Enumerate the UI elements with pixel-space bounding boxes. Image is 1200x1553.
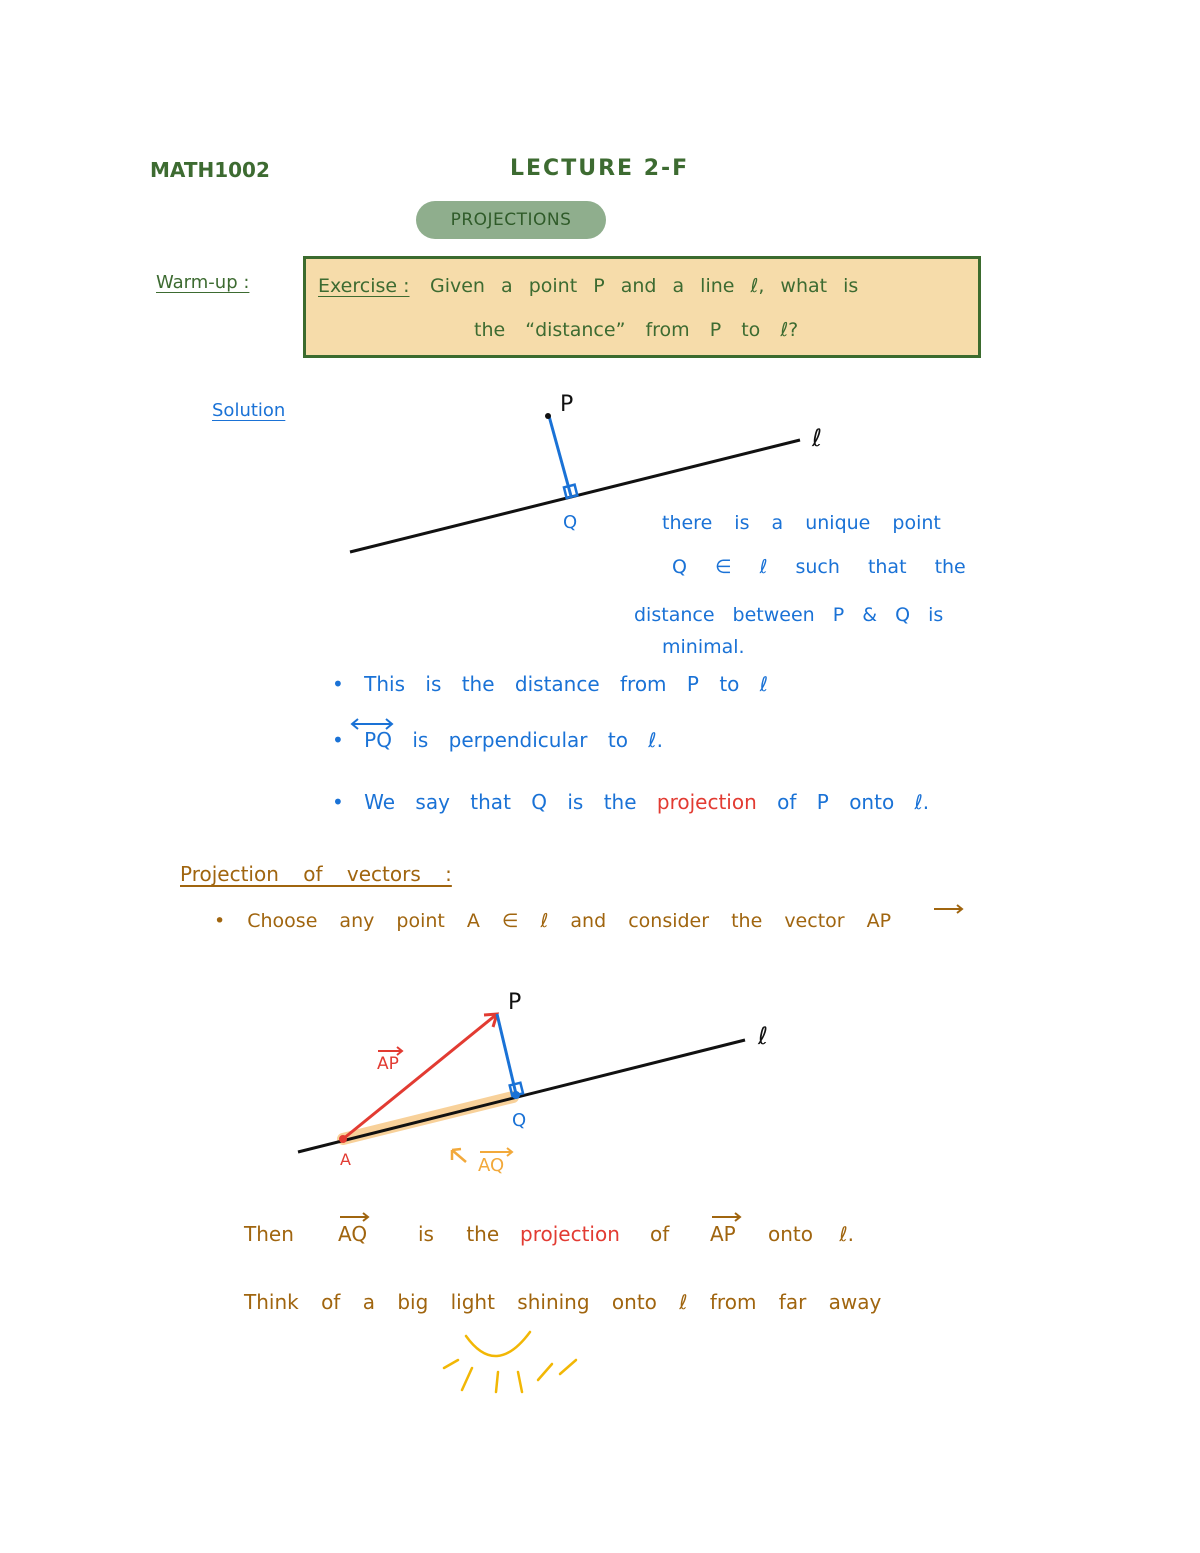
bullet-2: • PQ is perpendicular to ℓ.	[332, 728, 663, 752]
segment-PQ	[549, 416, 571, 496]
fig1-label-Q: Q	[563, 512, 578, 533]
bullet-3-post: of P onto ℓ.	[777, 790, 930, 814]
then-mid: is the	[418, 1222, 500, 1246]
then-pre: Then	[244, 1222, 294, 1246]
segment-PQ-2	[497, 1014, 516, 1094]
solution-label: Solution	[212, 400, 286, 421]
then-projection: projection	[520, 1222, 620, 1246]
bullet-3: • We say that Q is the projection of P onto ℓ.	[332, 790, 930, 814]
lecture-title: LECTURE 2-F	[510, 156, 690, 181]
fig2-label-l: ℓ	[758, 1022, 768, 1050]
note-line-4: minimal.	[662, 636, 745, 658]
exercise-line-2: the “distance” from P to ℓ?	[474, 319, 799, 341]
fig1-label-P: P	[560, 392, 574, 417]
vectors-bullet: • Choose any point A ∈ ℓ and consider the vector AP	[214, 910, 892, 932]
think-line: Think of a big light shining onto ℓ from far away	[244, 1290, 882, 1314]
vectors-heading: Projection of vectors :	[180, 862, 452, 886]
figure-2	[298, 1014, 745, 1162]
note-line-3: distance between P & Q is	[634, 604, 944, 626]
fig2-label-P: P	[508, 990, 522, 1015]
then-vec-AQ: AQ	[338, 1222, 368, 1246]
fig2-label-A: A	[340, 1150, 351, 1169]
vectors-bullet-vec: AP	[866, 910, 892, 932]
fig2-label-Q: Q	[512, 1110, 527, 1131]
exercise-label: Exercise :	[318, 275, 410, 297]
line-l-2	[298, 1040, 745, 1152]
bullet-2-text: PQ is perpendicular to ℓ.	[364, 728, 663, 752]
bullet-3-projection: projection	[656, 790, 757, 814]
note-line-2: Q ∈ ℓ such that the	[672, 556, 966, 578]
arrow-to-AQ-icon	[452, 1149, 466, 1162]
fig2-label-AQ: AQ	[478, 1155, 505, 1176]
point-Q	[512, 1091, 520, 1099]
topic-label: PROJECTIONS	[450, 210, 572, 230]
then-post: onto ℓ.	[768, 1222, 854, 1246]
note-line-1: there is a unique point	[662, 512, 941, 534]
exercise-line-1: Given a point P and a line ℓ, what is	[430, 275, 859, 297]
vectors-bullet-text: Choose any point A ∈ ℓ and consider the vector	[247, 910, 845, 932]
point-A	[339, 1135, 347, 1143]
sun-icon	[444, 1332, 576, 1392]
point-P	[545, 413, 551, 419]
fig1-label-l: ℓ	[812, 424, 822, 452]
fig2-label-AP: AP	[377, 1054, 399, 1074]
then-vec-AP: AP	[710, 1222, 736, 1246]
bullet-3-pre: We say that Q is the	[364, 790, 637, 814]
then-of: of	[650, 1222, 670, 1246]
bullet-1-text: This is the distance from P to ℓ	[364, 672, 769, 696]
bullet-1: • This is the distance from P to ℓ	[332, 672, 769, 696]
course-code: MATH1002	[150, 158, 270, 182]
warmup-label: Warm-up :	[156, 272, 250, 293]
